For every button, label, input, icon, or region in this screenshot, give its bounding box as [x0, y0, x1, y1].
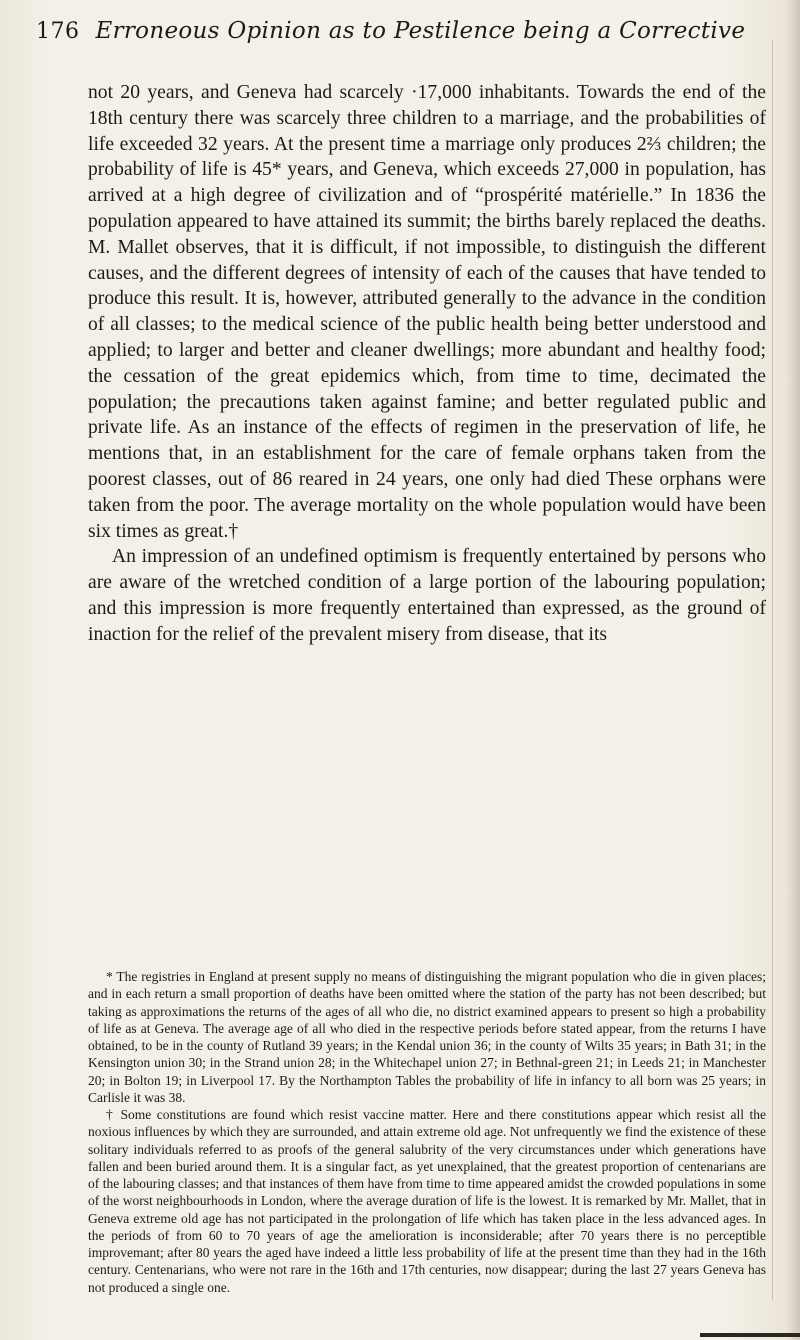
running-head: [36, 18, 766, 44]
body-paragraph: not 20 years, and Geneva had scarcely ·17,000 inhabitants. Towards the end of the 18th century there was scarcely three children to a marriage, and the probabilities of life exceeded 32 years. At the present time a marriage only produces 2⅔ children; the probability of life is 45* years, and Geneva, which exceeds 27,000 in population, has arrived at a high degree of civilization and of “prospérité matérielle.” In 1836 the population appeared to have attained its summit; the births barely replaced the deaths. M. Mallet observes, that it is difficult, if not impossible, to distinguish the different causes, and the different degrees of intensity of each of the causes that have tended to produce this result. It is, however, attributed generally to the advance in the condition of all classes; to the medical science of the public health being better understood and applied; to larger and better and cleaner dwellings; more abundant and healthy food; the cessation of the great epidemics which, from time to time, decimated the population; the precautions taken against famine; and better regulated public and private life. As an instance of the effects of regimen in the preservation of life, he mentions that, in an establishment for the care of female orphans taken from the poorest classes, out of 86 reared in 24 years, one only had died These orphans were taken from the poor. The average mortality on the whole population would have been six times as great.†: [88, 82, 766, 542]
bottom-rule: [700, 1333, 800, 1337]
body-text: [88, 80, 766, 648]
footnote: * The registries in England at present supply no means of distinguishing the migrant population who die in given places; and in each return a small proportion of deaths have been omitted where the station of the party has not been described; but taking as approximations the returns of the ages of all who die, no district examined appears to present so high a probability of life as at Geneva. The average age of all who died in the respective periods before stated appear, from the returns I have obtained, to be in the county of Rutland 39 years; in the Kendal union 36; in the county of Wilts 35 years; in Bath 31; in the Kensington union 30; in the Strand union 28; in the Whitechapel union 27; in Bethnal-green 21; in Leeds 21; in Manchester 20; in Bolton 19; in Liverpool 17. By the Northampton Tables the probability of life in infancy to all born was 25 years; in Carlisle it was 38.: [88, 969, 766, 1105]
page-edge-shadow: [786, 0, 800, 1340]
footnotes: [88, 968, 766, 1296]
running-title: Erroneous Opinion as to Pestilence being a Corrective: [95, 18, 746, 44]
body-paragraph: An impression of an undefined optimism is frequently entertained by persons who are aware of the wretched condition of a large portion of the labouring population; and this impression is more frequently entertained than expressed, as the ground of inaction for the relief of the prevalent misery from disease, that its: [88, 546, 766, 645]
footnote: † Some constitutions are found which resist vaccine matter. Here and there constitutions appear which resist all the noxious influences by which they are surrounded, and attain extreme old age. Not unfrequently we find the existence of these solitary individuals referred to as proofs of the general salubrity of the very circumstances under which generations have fallen and been buried around them. It is a singular fact, as yet unexplained, that the greatest proportion of centenarians are of the labouring classes; and that instances of them have from time to time appeared amidst the crowded populations in some of the worst neighbourhoods in London, where the average duration of life is the lowest. It is remarked by Mr. Mallet, that in Geneva extreme old age has not participated in the prolongation of life which has taken place in the less advanced ages. In the periods of from 60 to 70 years of age the amelioration is inconsiderable; after 70 years there is no perceptible improvemant; after 80 years the aged have indeed a little less probability of life at the present time than they had in the 16th century. Centenarians, who were not rare in the 16th and 17th centuries, now disappear; during the last 27 years Geneva has not produced a single one.: [88, 1107, 766, 1295]
page-edge-line: [772, 40, 773, 1300]
page-number: 176: [36, 19, 80, 44]
